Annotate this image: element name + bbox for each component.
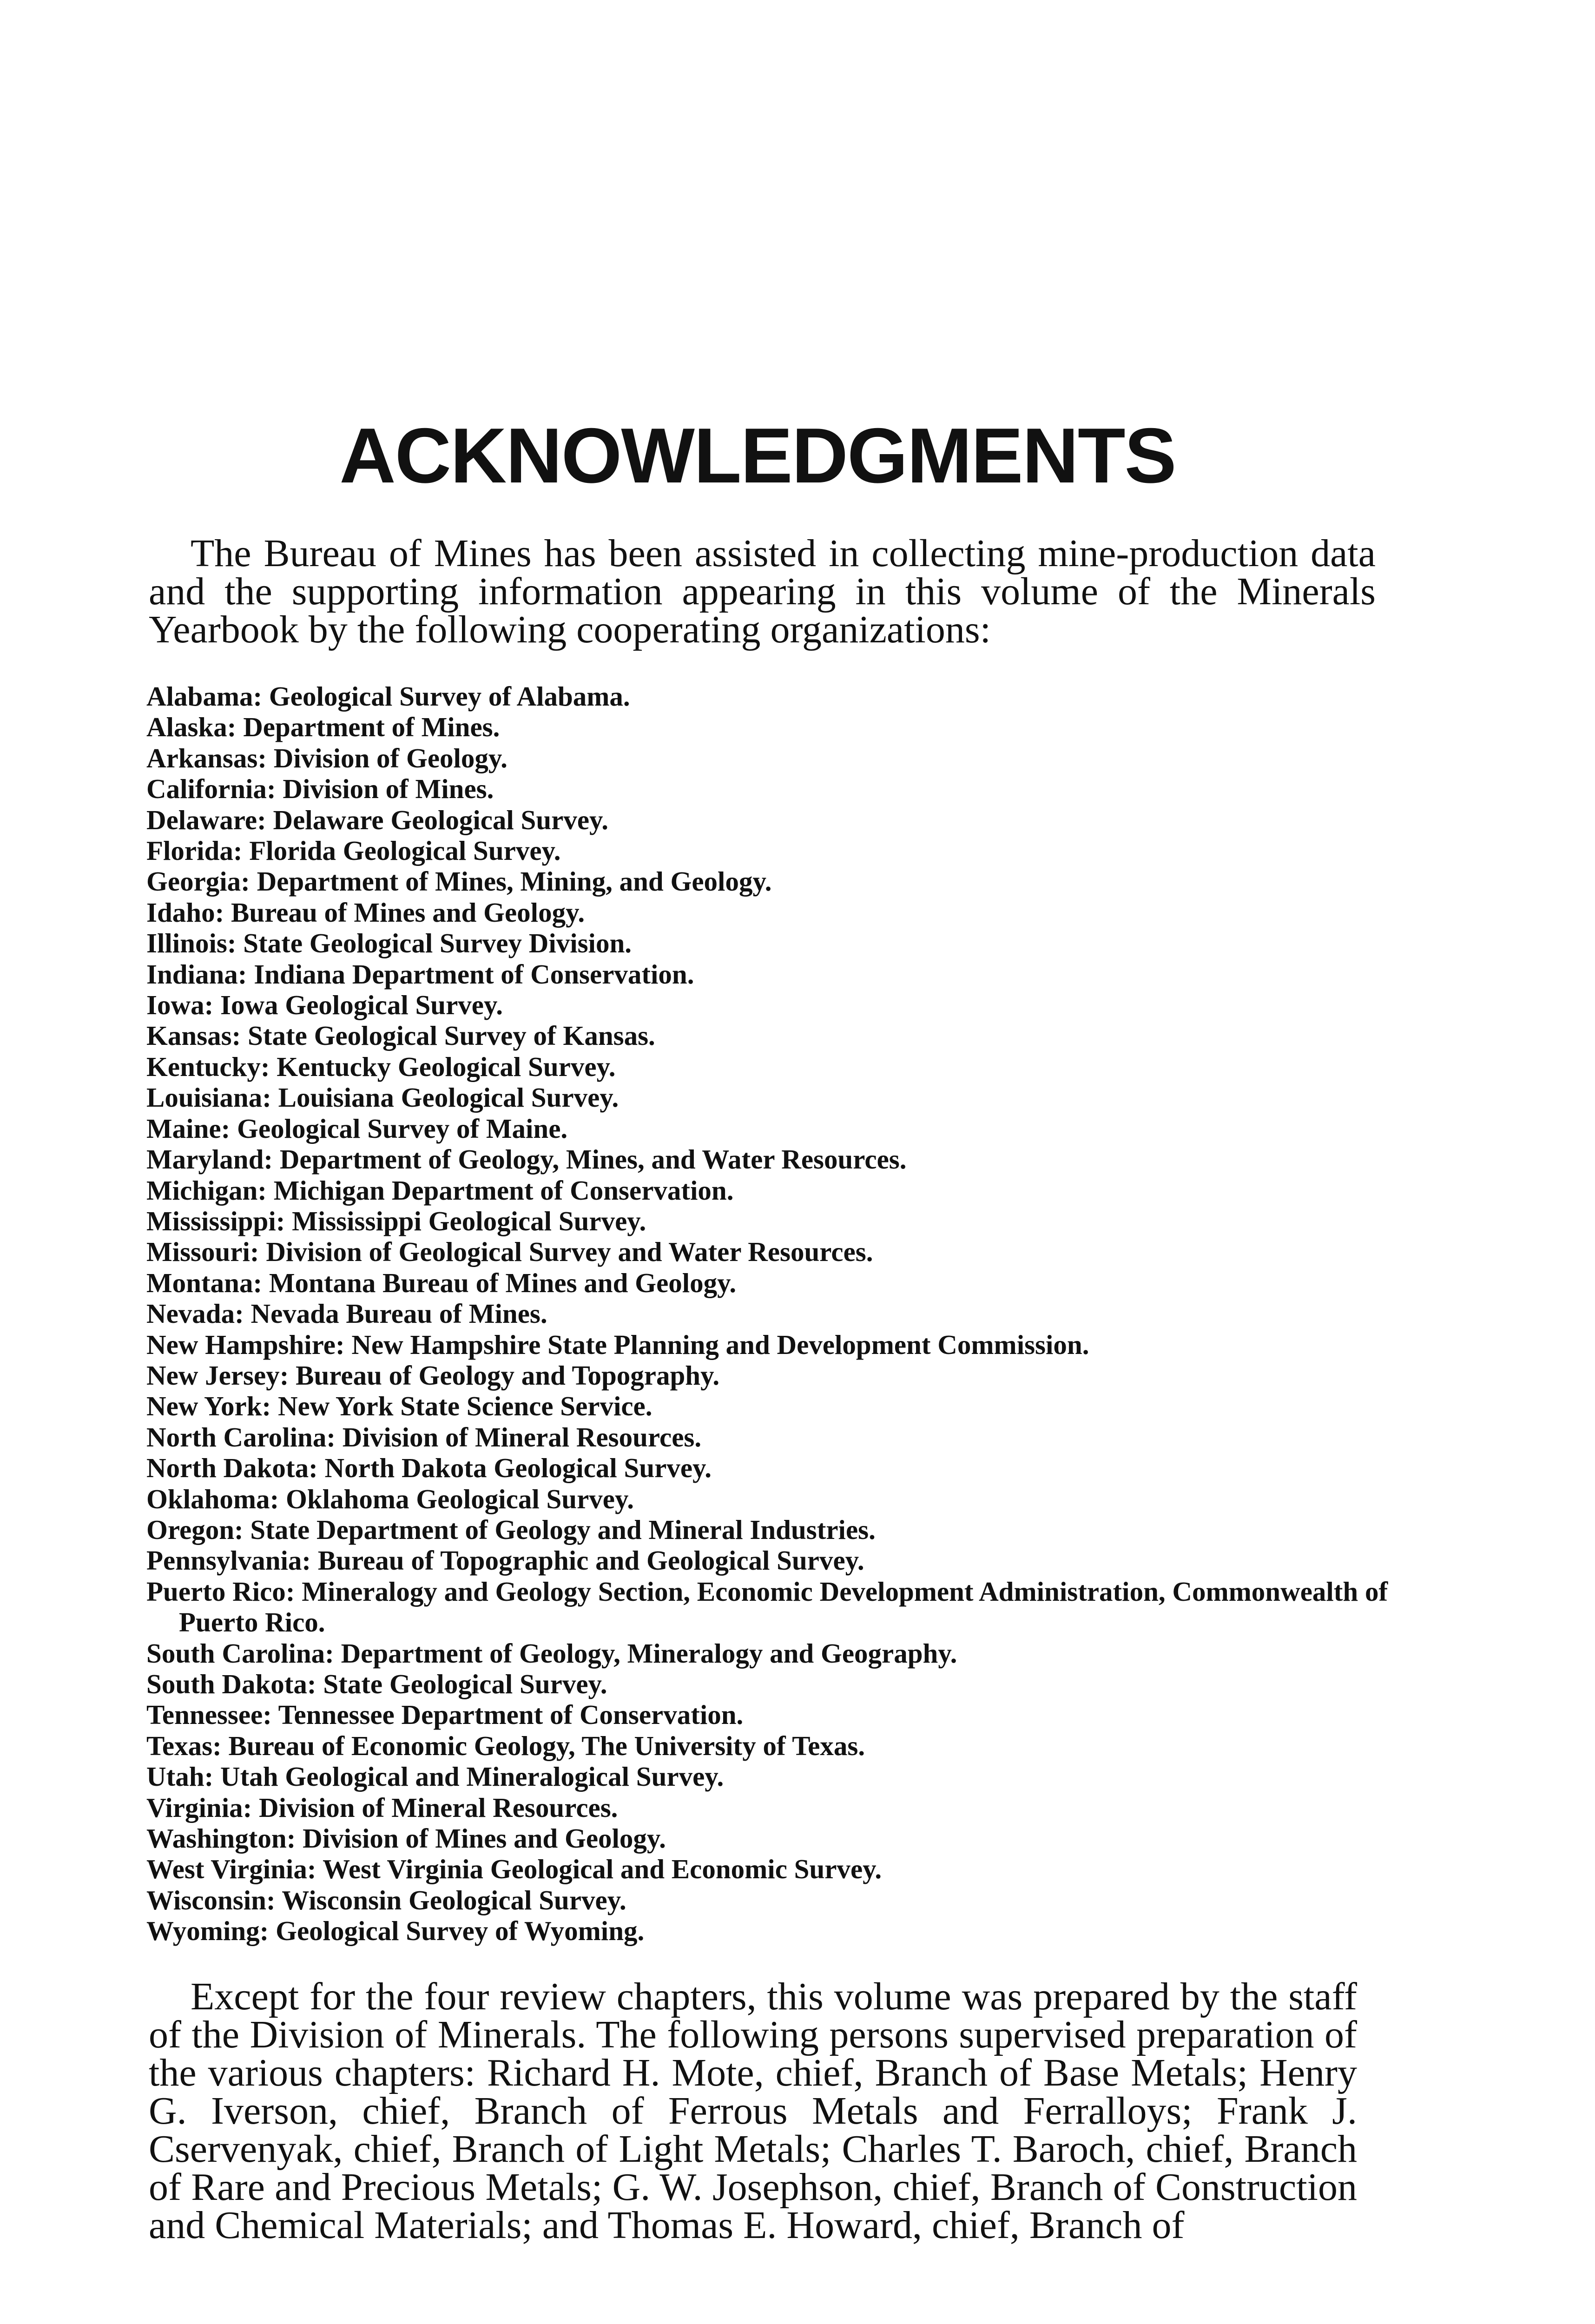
organization-state: Idaho [146, 897, 215, 928]
organization-state: Alaska [146, 712, 227, 743]
organization-entry: Mississippi: Mississippi Geological Survey. [146, 1205, 646, 1236]
organization-name: Mississippi Geological Survey. [292, 1205, 646, 1236]
organization-entry: Florida: Florida Geological Survey. [146, 835, 561, 866]
organization-name: Utah Geological and Mineralogical Survey. [220, 1761, 724, 1792]
organization-name: Division of Mines and Geology. [303, 1823, 666, 1854]
organization-state: Georgia [146, 866, 241, 897]
organization-name: Wisconsin Geological Survey. [282, 1884, 626, 1915]
organization-state: Oklahoma [146, 1483, 270, 1514]
organization-state: South Carolina [146, 1637, 325, 1669]
organization-name: Mineralogy and Geology Section, Economic Development Administration, Commonwealth of Puerto Rico. [179, 1576, 1388, 1638]
organization-state: West Virginia [146, 1854, 307, 1885]
organization-name: Montana Bureau of Mines and Geology. [269, 1267, 737, 1298]
organization-entry: Wisconsin: Wisconsin Geological Survey. [146, 1884, 626, 1915]
organization-state: Maryland [146, 1144, 264, 1175]
organization-state: Alabama [146, 681, 253, 712]
organization-state: Missouri [146, 1236, 250, 1268]
organization-state: South Dakota [146, 1669, 307, 1699]
organization-entry: Kentucky: Kentucky Geological Survey. [146, 1051, 616, 1082]
organization-name: Tennessee Department of Conservation. [278, 1699, 744, 1730]
organization-state: New Jersey [146, 1360, 280, 1391]
organization-entry: Maryland: Department of Geology, Mines, and Water Resources. [146, 1144, 907, 1175]
organization-state: California [146, 773, 267, 805]
organization-name: Division of Mineral Resources. [342, 1421, 702, 1452]
organization-name: Department of Mines. [243, 712, 500, 743]
organization-state: Kansas [146, 1020, 232, 1051]
organization-state: Florida [146, 835, 233, 866]
organization-entry: Georgia: Department of Mines, Mining, and Geology. [146, 866, 772, 897]
organization-name: New York State Science Service. [277, 1391, 652, 1422]
organization-state: Tennessee [146, 1699, 263, 1730]
organization-entry: North Dakota: North Dakota Geological Survey. [146, 1452, 712, 1484]
organization-name: State Geological Survey. [323, 1669, 607, 1699]
organization-entry: Missouri: Division of Geological Survey and Water Resources. [146, 1236, 873, 1268]
organization-name: Department of Geology, Mines, and Water Resources. [279, 1144, 907, 1175]
organization-state: Utah [146, 1761, 204, 1792]
organization-state: Nevada [146, 1298, 235, 1329]
organization-state: North Carolina [146, 1421, 327, 1452]
organization-name: Nevada Bureau of Mines. [250, 1298, 547, 1329]
organization-entry: Louisiana: Louisiana Geological Survey. [146, 1082, 619, 1113]
organization-entry: Washington: Division of Mines and Geology. [146, 1823, 666, 1854]
organization-entry: Utah: Utah Geological and Mineralogical Survey. [146, 1761, 724, 1792]
organization-state: Kentucky [146, 1051, 261, 1082]
organization-state: Virginia [146, 1792, 243, 1823]
organization-state: Louisiana [146, 1082, 263, 1113]
organization-name: Bureau of Geology and Topography. [296, 1360, 720, 1391]
organization-name: West Virginia Geological and Economic Survey. [323, 1854, 882, 1885]
page-title: ACKNOWLEDGMENTS [339, 412, 1176, 499]
organization-name: Kentucky Geological Survey. [277, 1051, 616, 1082]
organization-entry: Kansas: State Geological Survey of Kansas. [146, 1020, 655, 1051]
organization-entry: West Virginia: West Virginia Geological and Economic Survey. [146, 1854, 882, 1885]
organization-state: New York [146, 1391, 262, 1422]
organization-state: Texas [146, 1730, 213, 1761]
organization-entry: North Carolina: Division of Mineral Resources. [146, 1421, 702, 1452]
organization-entry: Nevada: Nevada Bureau of Mines. [146, 1298, 547, 1329]
organization-entry: California: Division of Mines. [146, 773, 494, 805]
organization-state: Maine [146, 1113, 221, 1144]
organization-entry: Virginia: Division of Mineral Resources. [146, 1792, 618, 1823]
organization-entry: Tennessee: Tennessee Department of Conservation. [146, 1699, 744, 1730]
organization-name: Indiana Department of Conservation. [254, 958, 694, 990]
organization-entry: Puerto Rico: Mineralogy and Geology Section, Economic Development Administration, Commonwealth of Puerto Rico. [146, 1576, 1388, 1638]
organization-name: Iowa Geological Survey. [220, 990, 503, 1021]
organization-state: Puerto Rico [146, 1576, 286, 1607]
organization-name: Division of Mineral Resources. [259, 1792, 618, 1823]
organization-name: Geological Survey of Wyoming. [276, 1915, 645, 1947]
organization-entry: Michigan: Michigan Department of Conservation. [146, 1175, 734, 1206]
cooperating-organizations-list [146, 681, 1429, 1947]
organization-state: Pennsylvania [146, 1545, 302, 1576]
organization-name: Bureau of Topographic and Geological Survey. [317, 1545, 864, 1576]
organization-state: Montana [146, 1267, 253, 1298]
organization-state: Indiana [146, 958, 238, 990]
organization-entry: Montana: Montana Bureau of Mines and Geology. [146, 1267, 737, 1298]
organization-name: Division of Geological Survey and Water Resources. [266, 1236, 873, 1268]
organization-entry: New York: New York State Science Service. [146, 1391, 652, 1422]
organization-name: Department of Geology, Mineralogy and Geography. [341, 1637, 957, 1669]
organization-name: New Hampshire State Planning and Development Commission. [351, 1329, 1089, 1360]
organization-entry: Maine: Geological Survey of Maine. [146, 1113, 568, 1144]
organization-state: Wyoming [146, 1915, 260, 1947]
organization-name: Division of Mines. [283, 773, 494, 805]
organization-state: Washington [146, 1823, 287, 1854]
organization-entry: Illinois: State Geological Survey Division. [146, 928, 632, 959]
organization-name: Florida Geological Survey. [249, 835, 561, 866]
organization-state: New Hampshire [146, 1329, 336, 1360]
organization-state: Oregon [146, 1514, 235, 1545]
organization-state: Michigan [146, 1175, 258, 1206]
closing-paragraph: Except for the four review chapters, this volume was prepared by the staff of the Division of Minerals. The following persons supervised preparation of the various chapters: Richard H. Mote, chief, Branch of Base Metals; Henry G. Iverson, chief, Branch of Ferrous Metals and Ferralloys; Frank J. Cservenyak, chief, Branch of Light Metals; Charles T. Baroch, chief, Branch of Rare and Precious Metals; G. W. Josephson, chief, Branch of Construction and Chemical Materials; and Thomas E. Howard, chief, Branch of [149, 1975, 1357, 2247]
organization-name: Bureau of Economic Geology, The University of Texas. [228, 1730, 865, 1761]
organization-entry: Oregon: State Department of Geology and Mineral Industries. [146, 1514, 876, 1545]
organization-name: Division of Geology. [273, 742, 508, 773]
intro-paragraph: The Bureau of Mines has been assisted in collecting mine-production data and the supporting information appearing in this volume of the Minerals Yearbook by the following cooperating organizations: [149, 532, 1376, 651]
organization-state: Delaware [146, 804, 257, 835]
organization-state: Mississippi [146, 1205, 276, 1236]
organization-entry: Delaware: Delaware Geological Survey. [146, 804, 609, 835]
organization-name: Department of Mines, Mining, and Geology. [257, 866, 772, 897]
organization-entry: Oklahoma: Oklahoma Geological Survey. [146, 1483, 634, 1514]
organization-entry: Pennsylvania: Bureau of Topographic and Geological Survey. [146, 1545, 864, 1576]
organization-entry: Arkansas: Division of Geology. [146, 742, 508, 773]
organization-entry: Texas: Bureau of Economic Geology, The University of Texas. [146, 1730, 865, 1761]
organization-entry: Iowa: Iowa Geological Survey. [146, 990, 503, 1021]
organization-state: North Dakota [146, 1452, 309, 1484]
organization-name: Bureau of Mines and Geology. [231, 897, 585, 928]
organization-state: Wisconsin [146, 1884, 266, 1915]
organization-name: North Dakota Geological Survey. [324, 1452, 712, 1484]
organization-name: Oklahoma Geological Survey. [285, 1483, 634, 1514]
organization-name: Louisiana Geological Survey. [278, 1082, 619, 1113]
organization-entry: New Jersey: Bureau of Geology and Topography. [146, 1360, 720, 1391]
organization-entry: South Carolina: Department of Geology, Mineralogy and Geography. [146, 1637, 957, 1669]
organization-name: Michigan Department of Conservation. [273, 1175, 734, 1206]
organization-name: State Geological Survey Division. [243, 928, 632, 959]
organization-entry: Indiana: Indiana Department of Conservation. [146, 958, 694, 990]
organization-name: Delaware Geological Survey. [273, 804, 609, 835]
organization-entry: Wyoming: Geological Survey of Wyoming. [146, 1915, 645, 1947]
organization-entry: Alabama: Geological Survey of Alabama. [146, 681, 630, 712]
organization-name: State Department of Geology and Mineral Industries. [250, 1514, 876, 1545]
organization-name: Geological Survey of Alabama. [269, 681, 630, 712]
organization-name: Geological Survey of Maine. [237, 1113, 568, 1144]
organization-state: Iowa [146, 990, 204, 1021]
organization-state: Arkansas [146, 742, 258, 773]
organization-entry: South Dakota: State Geological Survey. [146, 1669, 607, 1699]
organization-entry: Idaho: Bureau of Mines and Geology. [146, 897, 585, 928]
organization-entry: Alaska: Department of Mines. [146, 712, 500, 743]
organization-name: State Geological Survey of Kansas. [248, 1020, 655, 1051]
organization-state: Illinois [146, 928, 227, 959]
organization-entry: New Hampshire: New Hampshire State Planning and Development Commission. [146, 1329, 1089, 1360]
